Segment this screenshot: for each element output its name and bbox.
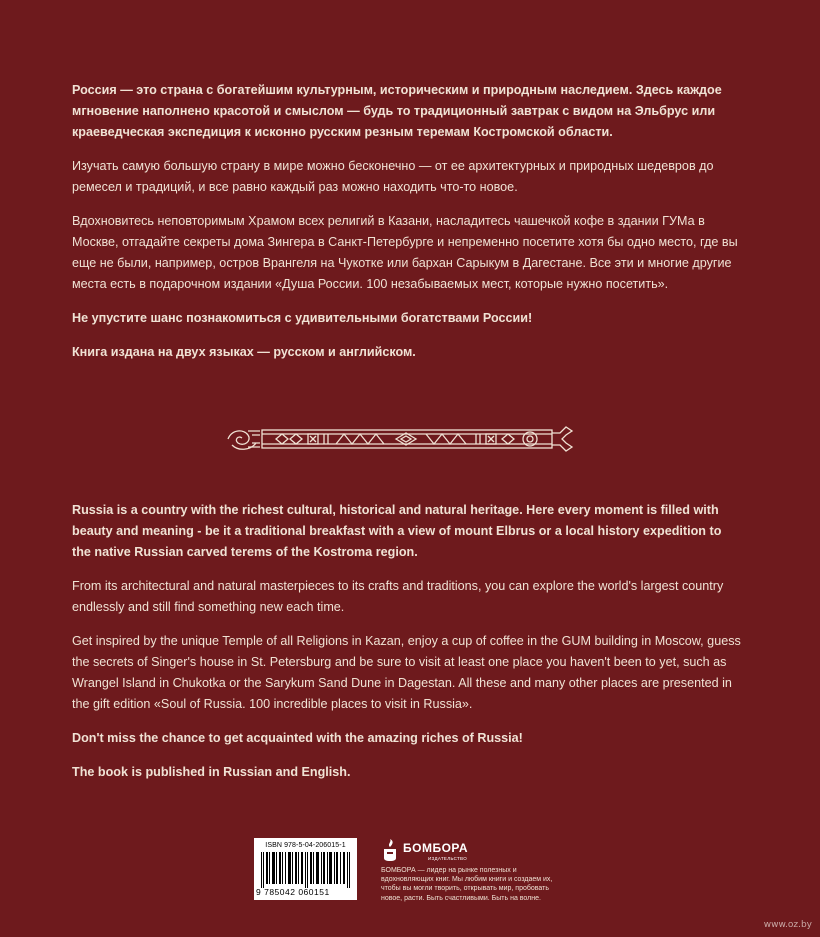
isbn-barcode: [254, 838, 357, 900]
russian-description: [72, 80, 742, 376]
ru-paragraph-explore: Изучать самую большую страну в мире можно бесконечно — от ее архитектурных и природных шедевров до ремесел и традиций, и все равно каждый раз можно находить что-то новое.: [72, 159, 714, 194]
barcode-number: 9 785042 060151: [256, 887, 330, 897]
barcode-bars: [261, 852, 351, 888]
carved-ornament-icon: [226, 421, 578, 457]
ru-paragraph-places: Вдохновитесь неповторимым Храмом всех религий в Казани, насладитесь чашечкой кофе в здании ГУМа в Москве, отгадайте секреты дома Зингера в Санкт-Петербурге и непременно посетите хотя бы одно место, где вы еще не были, например, остров Врангеля на Чукотке или бархан Сарыкум в Дагестане. Все эти и многие другие места есть в подарочном издании «Душа России. 100 незабываемых мест, которые нужно посетить».: [72, 214, 738, 291]
publisher-logo: [381, 838, 501, 864]
ru-paragraph-cta: Не упустите шанс познакомиться с удивительными богатствами России!: [72, 311, 533, 325]
en-paragraph-cta: Don't miss the chance to get acquainted with the amazing riches of Russia!: [72, 731, 523, 745]
en-paragraph-languages: The book is published in Russian and English.: [72, 765, 351, 779]
english-description: [72, 500, 742, 796]
bombora-logo-icon: [381, 838, 399, 862]
en-paragraph-explore: From its architectural and natural masterpieces to its crafts and traditions, you can explore the world's largest country endlessly and still find something new each time.: [72, 579, 724, 614]
en-paragraph-places: Get inspired by the unique Temple of all Religions in Kazan, enjoy a cup of coffee in the GUM building in Moscow, guess the secrets of Singer's house in St. Petersburg and be sure to visit at least one place you haven't been to yet, such as Wrangel Island in Chukotka or the Sarykum Sand Dune in Dagestan. All these and many other places are presented in the gift edition «Soul of Russia. 100 incredible places to visit in Russia».: [72, 634, 741, 711]
publisher-subtitle: ИЗДАТЕЛЬСТВО: [428, 856, 468, 861]
publisher-name: БОМБОРА: [403, 841, 469, 855]
en-paragraph-intro: Russia is a country with the richest cultural, historical and natural heritage. Here every moment is filled with beauty and meaning - be it a traditional breakfast with a view of mount Elbrus or a local history expedition to the native Russian carved terems of the Kostroma region.: [72, 503, 722, 559]
publisher-description: БОМБОРА — лидер на рынке полезных и вдохновляющих книг. Мы любим книги и создаем их, чтобы вы могли творить, открывать мир, пробовать новое, расти. Быть счастливыми. Быть на волне.: [381, 867, 553, 902]
ru-paragraph-intro: Россия — это страна с богатейшим культурным, историческим и природным наследием. Здесь каждое мгновение наполнено красотой и смыслом — будь то традиционный завтрак с видом на Эльбрус или краеведческая экспедиция к исконно русским резным теремам Костромской области.: [72, 83, 722, 139]
ru-paragraph-languages: Книга издана на двух языках — русском и английском.: [72, 345, 416, 359]
isbn-label: ISBN 978-5-04-206015-1: [265, 842, 346, 849]
watermark: www.oz.by: [763, 920, 812, 930]
